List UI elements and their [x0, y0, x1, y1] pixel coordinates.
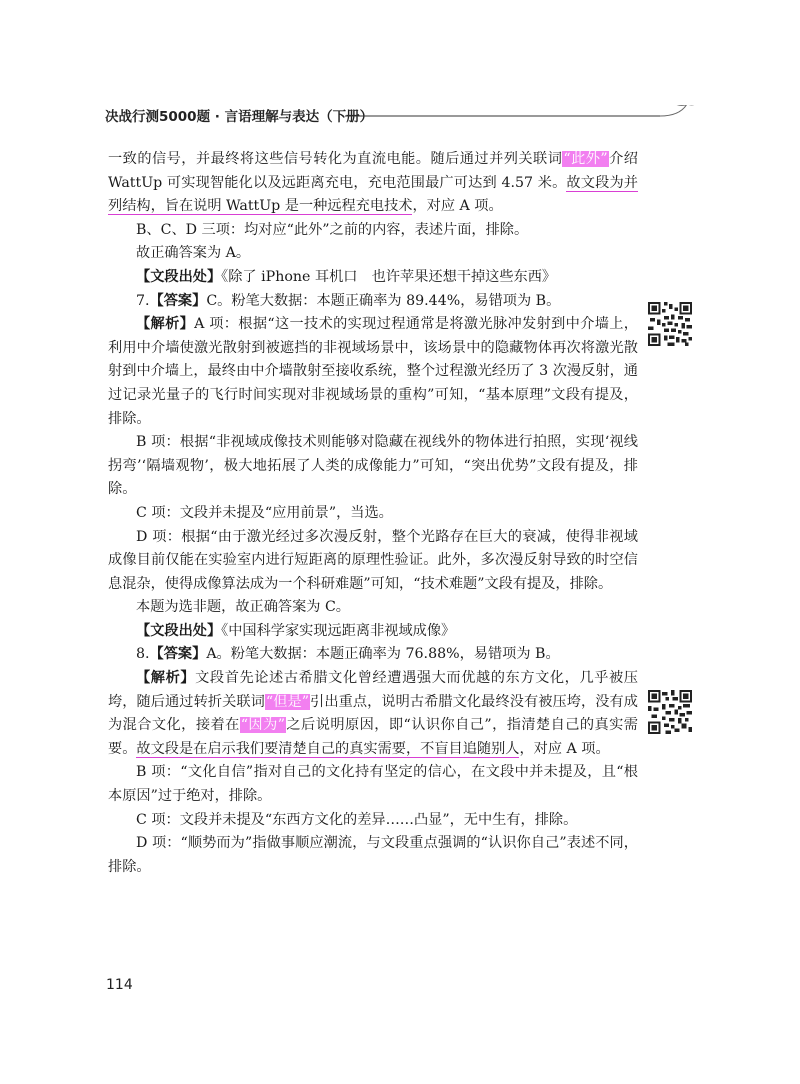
option-bcd: B、C、D 三项：均对应“此外”之前的内容，表述片面，排除。: [136, 221, 529, 238]
text: 引出重点，说明古希腊文化最终没有被压垮，没有成为混合文化，接着在: [108, 693, 638, 734]
q8-answer: [108, 643, 638, 667]
question-number: 7.: [136, 292, 150, 309]
answer-explanations: [108, 148, 638, 879]
highlight-connective: “但是”: [265, 693, 309, 710]
answer-text: C。粉笔大数据：本题正确率为 89.44%，易错项为 B。: [206, 292, 561, 309]
answer-text: A。粉笔大数据：本题正确率为 76.88%，易错项为 B。: [206, 646, 560, 663]
source-line: [108, 266, 638, 290]
text: 介绍WattUp 可实现智能化以及远距离充电，充电范围最广可达到 4.57 米。: [108, 151, 638, 191]
analysis-label: 【解析】: [136, 316, 195, 333]
source-title: 《中国科学家实现远距离非视域成像》: [221, 622, 456, 639]
q7-analysis-a: [108, 313, 638, 431]
text: 一致的信号，并最终将这些信号转化为直流电能。随后通过并列关联词: [108, 151, 563, 167]
header-rule: [105, 105, 705, 135]
qr-code-icon[interactable]: [648, 690, 692, 734]
paragraph-continuation: [108, 148, 638, 219]
underlined-conclusion: 故文段是在启示我们要清楚自己的真实需要，不盲目追随别人: [136, 740, 520, 757]
text: 之后说明原因，即“认识你自己”，指清楚自己的真实需要。: [108, 717, 638, 757]
highlight-connective: “因为”: [240, 717, 285, 734]
page-number: 114: [106, 977, 133, 993]
source-label: 【文段出处】: [136, 622, 222, 639]
q7-conclusion: 本题为选非题，故正确答案为 C。: [136, 599, 350, 616]
text: ，对应 A 项。: [519, 740, 610, 757]
underlined-conclusion: 故文段为并列结构，旨在说明 WattUp 是一种远程充电技术: [108, 174, 638, 215]
running-header: [105, 105, 705, 135]
question-number: 8.: [136, 646, 150, 663]
q8-option-d: D 项：“顺势而为”指做事顺应潮流，与文段重点强调的“认识你自己”表述不同，排除。: [108, 835, 638, 875]
q7-option-b: B 项：根据“非视域成像技术则能够对隐藏在视线外的物体进行拍照，实现‘视线拐弯’‘隔墙观物’，极大地拓展了人类的成像能力”可知，“突出优势”文段有提及，排除。: [108, 434, 638, 498]
text: 文段首先论述古希腊文化曾经遭遇强大而优越的东方文化，几乎被压垮，随后通过转折关联词: [108, 670, 638, 710]
answer-label: 【答案】: [149, 292, 207, 309]
qr-code-icon[interactable]: [648, 302, 692, 346]
text: ，对应 A 项。: [412, 198, 503, 215]
q7-option-d: D 项：根据“由于激光经过多次漫反射，整个光路存在巨大的衰减，使得非视域成像目前仅能在实验室内进行短距离的原理性验证。此外，多次漫反射导致的时空信息混杂，使得成像算法成为一个科研难题”可知，“技术难题”文段有提及，排除。: [108, 528, 638, 592]
highlight-connective: “此外”: [563, 151, 608, 167]
answer-label: 【答案】: [149, 646, 207, 663]
book-title: 决战行测5000题 · 言语理解与表达（下册）: [105, 109, 374, 125]
q7-option-c: C 项：文段并未提及“应用前景”，当选。: [136, 504, 393, 521]
source-label: 【文段出处】: [136, 268, 222, 285]
q8-option-b: B 项：“文化自信”指对自己的文化持有坚定的信心，在文段中并未提及，且“根本原因”过于绝对，排除。: [108, 764, 638, 805]
analysis-label: 【解析】: [136, 670, 196, 687]
correct-answer: 故正确答案为 A。: [136, 245, 251, 262]
q8-option-c: C 项：文段并未提及“东西方文化的差异……凸显”，无中生有，排除。: [136, 811, 578, 828]
q7-answer: [108, 290, 638, 314]
analysis-text: A 项：根据“这一技术的实现过程通常是将激光脉冲发射到中介墙上，利用中介墙使激光散射到被遮挡的非视域场景中，该场景中的隐藏物体再次将激光散射到中介墙上，最终由中介墙散射至接收系统，整个过程激光经历了 3 次漫反射，通过记录光量子的飞行时间实现对非视域场景的重构”可知，“基本原理”文段有提及，排除。: [108, 316, 638, 427]
q8-analysis: [108, 667, 638, 761]
q7-source: [108, 620, 638, 644]
source-title: 《除了 iPhone 耳机口 也许苹果还想干掉这些东西》: [221, 268, 557, 285]
